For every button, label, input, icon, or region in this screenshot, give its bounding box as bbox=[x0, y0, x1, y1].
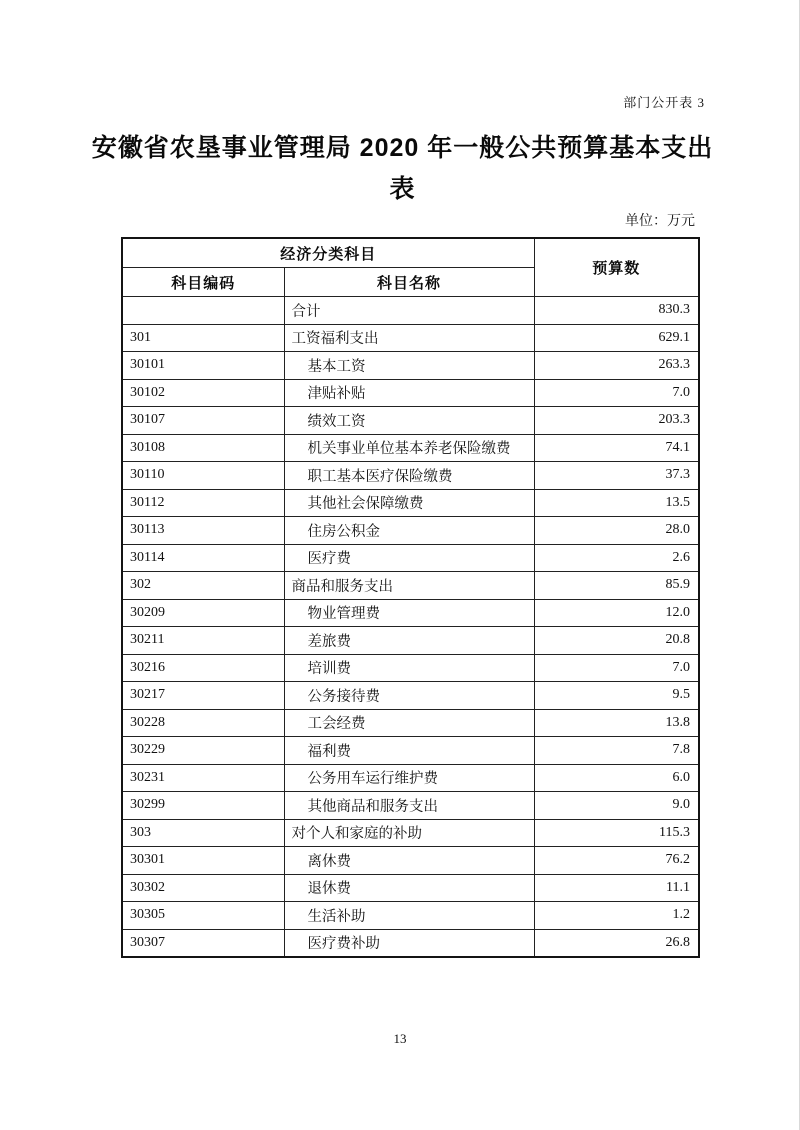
budget-value-cell: 115.3 bbox=[534, 819, 699, 847]
table-row bbox=[122, 352, 699, 380]
subject-code-cell: 30112 bbox=[122, 489, 284, 517]
budget-value-cell: 76.2 bbox=[534, 847, 699, 875]
page-number: 13 bbox=[393, 1031, 407, 1046]
subject-code-cell: 30209 bbox=[122, 599, 284, 627]
subject-code-cell: 301 bbox=[122, 324, 284, 352]
subject-name-cell: 对个人和家庭的补助 bbox=[284, 819, 534, 847]
subject-code-cell: 30110 bbox=[122, 462, 284, 490]
budget-value-cell: 629.1 bbox=[534, 324, 699, 352]
table-row bbox=[122, 572, 699, 600]
budget-value-cell: 9.5 bbox=[534, 682, 699, 710]
subject-name-cell: 退休费 bbox=[284, 874, 534, 902]
subject-name-cell: 离休费 bbox=[284, 847, 534, 875]
table-row bbox=[122, 297, 699, 325]
budget-value-cell: 9.0 bbox=[534, 792, 699, 820]
subject-name-cell: 差旅费 bbox=[284, 627, 534, 655]
table-row bbox=[122, 737, 699, 765]
subject-code-cell: 30216 bbox=[122, 654, 284, 682]
subject-name-cell: 合计 bbox=[284, 297, 534, 325]
subject-name-cell: 职工基本医疗保险缴费 bbox=[284, 462, 534, 490]
subject-name-cell: 绩效工资 bbox=[284, 407, 534, 435]
budget-value-cell: 26.8 bbox=[534, 929, 699, 957]
header-economic-classification: 经济分类科目 bbox=[122, 238, 534, 268]
subject-name-cell: 住房公积金 bbox=[284, 517, 534, 545]
subject-code-cell: 30108 bbox=[122, 434, 284, 462]
table-row bbox=[122, 599, 699, 627]
subject-code-cell: 302 bbox=[122, 572, 284, 600]
table-row bbox=[122, 489, 699, 517]
budget-value-cell: 28.0 bbox=[534, 517, 699, 545]
budget-value-cell: 37.3 bbox=[534, 462, 699, 490]
table-row bbox=[122, 709, 699, 737]
table-row bbox=[122, 764, 699, 792]
subject-name-cell: 基本工资 bbox=[284, 352, 534, 380]
subject-name-cell: 医疗费 bbox=[284, 544, 534, 572]
subject-name-cell: 津贴补贴 bbox=[284, 379, 534, 407]
subject-name-cell: 其他社会保障缴费 bbox=[284, 489, 534, 517]
title-line-2: 表 bbox=[389, 175, 416, 203]
subject-code-cell: 30217 bbox=[122, 682, 284, 710]
doc-label: 部门公开表 3 bbox=[623, 95, 705, 110]
title-line-1: 安徽省农垦事业管理局 2020 年一般公共预算基本支出 bbox=[91, 134, 714, 162]
budget-value-cell: 12.0 bbox=[534, 599, 699, 627]
table-row bbox=[122, 544, 699, 572]
budget-value-cell: 2.6 bbox=[534, 544, 699, 572]
budget-value-cell: 263.3 bbox=[534, 352, 699, 380]
subject-code-cell: 30107 bbox=[122, 407, 284, 435]
subject-name-cell: 医疗费补助 bbox=[284, 929, 534, 957]
table-row bbox=[122, 929, 699, 957]
table-row bbox=[122, 792, 699, 820]
subject-code-cell: 30307 bbox=[122, 929, 284, 957]
header-subject-name: 科目名称 bbox=[284, 268, 534, 297]
budget-value-cell: 7.0 bbox=[534, 379, 699, 407]
table-row bbox=[122, 462, 699, 490]
table-body bbox=[122, 297, 699, 958]
budget-value-cell: 20.8 bbox=[534, 627, 699, 655]
subject-name-cell: 公务用车运行维护费 bbox=[284, 764, 534, 792]
budget-table bbox=[121, 237, 700, 958]
subject-code-cell: 30228 bbox=[122, 709, 284, 737]
subject-name-cell: 福利费 bbox=[284, 737, 534, 765]
subject-name-cell: 其他商品和服务支出 bbox=[284, 792, 534, 820]
budget-value-cell: 7.0 bbox=[534, 654, 699, 682]
table-row bbox=[122, 379, 699, 407]
table-row bbox=[122, 902, 699, 930]
budget-value-cell: 13.5 bbox=[534, 489, 699, 517]
table-row bbox=[122, 407, 699, 435]
subject-name-cell: 商品和服务支出 bbox=[284, 572, 534, 600]
subject-code-cell: 30231 bbox=[122, 764, 284, 792]
budget-value-cell: 1.2 bbox=[534, 902, 699, 930]
subject-code-cell: 30299 bbox=[122, 792, 284, 820]
subject-code-cell: 30305 bbox=[122, 902, 284, 930]
table-row bbox=[122, 819, 699, 847]
subject-code-cell: 30114 bbox=[122, 544, 284, 572]
subject-code-cell: 30229 bbox=[122, 737, 284, 765]
subject-name-cell: 培训费 bbox=[284, 654, 534, 682]
table-row bbox=[122, 517, 699, 545]
budget-value-cell: 13.8 bbox=[534, 709, 699, 737]
subject-name-cell: 生活补助 bbox=[284, 902, 534, 930]
table-row bbox=[122, 627, 699, 655]
budget-value-cell: 74.1 bbox=[534, 434, 699, 462]
table-row bbox=[122, 434, 699, 462]
subject-code-cell bbox=[122, 297, 284, 325]
subject-code-cell: 30302 bbox=[122, 874, 284, 902]
header-subject-code: 科目编码 bbox=[122, 268, 284, 297]
budget-value-cell: 7.8 bbox=[534, 737, 699, 765]
subject-name-cell: 工会经费 bbox=[284, 709, 534, 737]
subject-code-cell: 303 bbox=[122, 819, 284, 847]
unit-note: 单位：万元 bbox=[625, 214, 695, 229]
table-row bbox=[122, 654, 699, 682]
subject-code-cell: 30113 bbox=[122, 517, 284, 545]
table-row bbox=[122, 847, 699, 875]
subject-name-cell: 工资福利支出 bbox=[284, 324, 534, 352]
budget-value-cell: 203.3 bbox=[534, 407, 699, 435]
header-row-group bbox=[122, 238, 699, 268]
table-row bbox=[122, 874, 699, 902]
header-budget-number: 预算数 bbox=[534, 238, 699, 297]
subject-name-cell: 公务接待费 bbox=[284, 682, 534, 710]
subject-name-cell: 物业管理费 bbox=[284, 599, 534, 627]
table-header bbox=[122, 238, 699, 297]
budget-value-cell: 85.9 bbox=[534, 572, 699, 600]
subject-code-cell: 30101 bbox=[122, 352, 284, 380]
subject-name-cell: 机关事业单位基本养老保险缴费 bbox=[284, 434, 534, 462]
budget-value-cell: 830.3 bbox=[534, 297, 699, 325]
subject-code-cell: 30211 bbox=[122, 627, 284, 655]
subject-code-cell: 30102 bbox=[122, 379, 284, 407]
subject-code-cell: 30301 bbox=[122, 847, 284, 875]
table-row bbox=[122, 682, 699, 710]
budget-value-cell: 11.1 bbox=[534, 874, 699, 902]
budget-value-cell: 6.0 bbox=[534, 764, 699, 792]
table-row bbox=[122, 324, 699, 352]
page-title bbox=[30, 128, 775, 210]
